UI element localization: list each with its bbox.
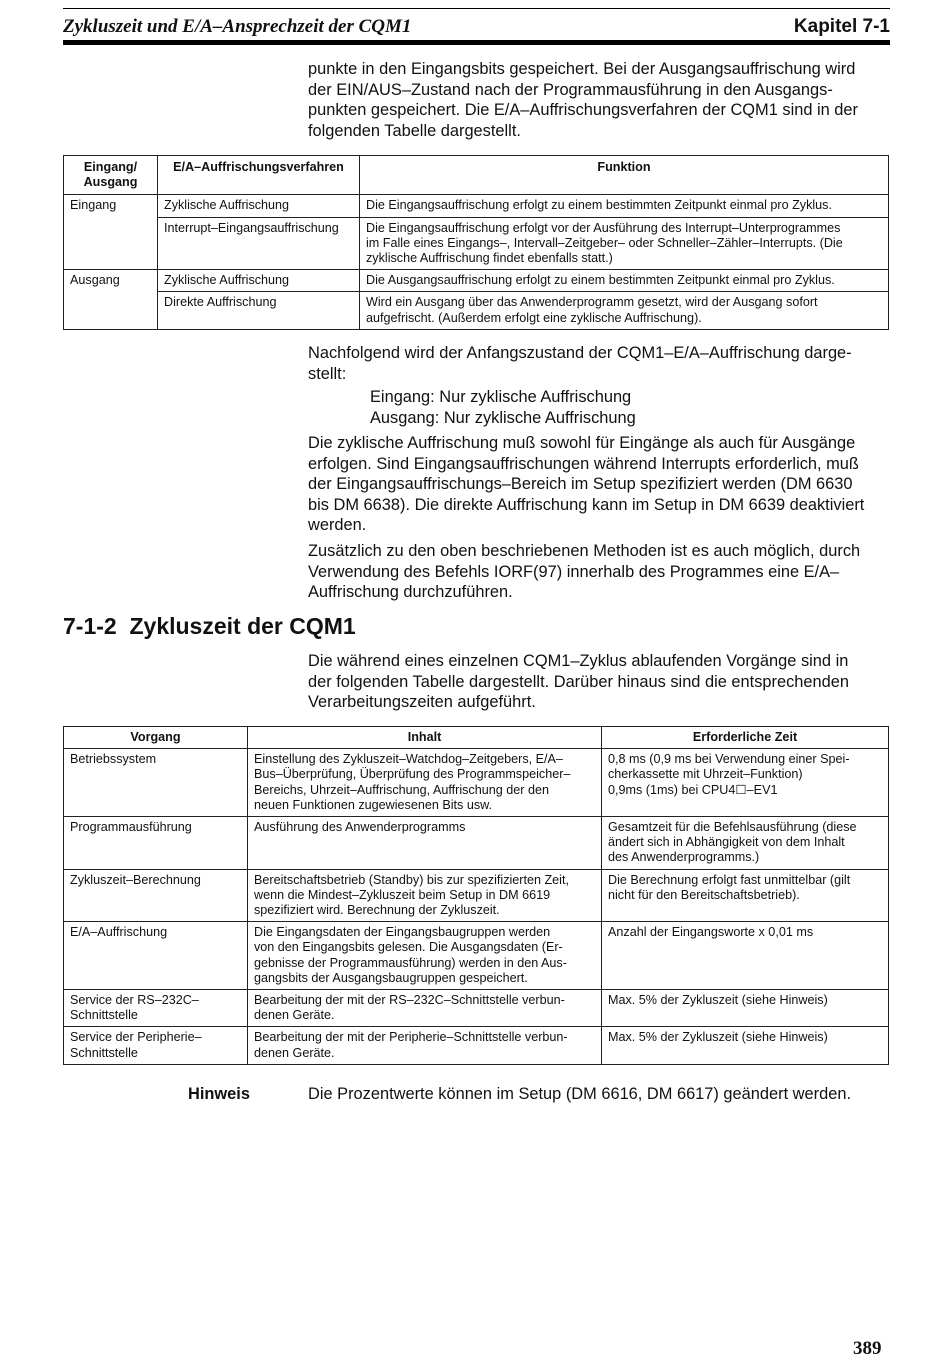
- cell-time: Anzahl der Eingangsworte x 0,01 ms: [602, 922, 889, 990]
- text-line: erfolgen. Sind Eingangsauffrischungen während Interrupts erforderlich, muß: [308, 454, 859, 473]
- cell-method: Direkte Auffrischung: [158, 292, 360, 329]
- cell-process: Zykluszeit–Berechnung: [64, 869, 248, 922]
- initial-state-paragraph: [308, 343, 890, 384]
- table-row: [64, 195, 889, 217]
- table-row: [64, 270, 889, 292]
- text-line: der Eingangsauffrischungs–Bereich im Setup spezifiziert werden (DM 6630: [308, 475, 853, 493]
- iorf-paragraph: [308, 541, 890, 603]
- col-header-time: Erforderliche Zeit: [602, 727, 889, 749]
- initial-state-list: [370, 387, 636, 428]
- cell-method: Zyklische Auffrischung: [158, 195, 360, 217]
- cell-content: Einstellung des Zykluszeit–Watchdog–Zeitgebers, E/A– Bus–Überprüfung, Überprüfung des Programmspeicher– Bereichs, Uhrzeit–Auffrischung, Auffrischung der den neuen Funktionen zugewiesenen Bits usw.: [248, 749, 602, 817]
- cell-group: Ausgang: [64, 270, 158, 330]
- cell-group: Eingang: [64, 195, 158, 270]
- text-line: Die während eines einzelnen CQM1–Zyklus ablaufenden Vorgänge sind in: [308, 652, 849, 670]
- text-line: Verarbeitungszeiten aufgeführt.: [308, 693, 536, 711]
- cell-process: Service der RS–232C– Schnittstelle: [64, 990, 248, 1027]
- table-row: [64, 1027, 889, 1064]
- text-line: Die zyklische Auffrischung muß sowohl für Eingänge als auch für Ausgänge: [308, 434, 856, 452]
- text-line: Verwendung des Befehls IORF(97) innerhalb des Programmes eine E/A–: [308, 562, 840, 581]
- table-row: [64, 292, 889, 329]
- cell-content: Ausführung des Anwenderprogramms: [248, 817, 602, 870]
- section-heading: 7-1-2 Zykluszeit der CQM1: [63, 613, 356, 639]
- text-line: der folgenden Tabelle dargestellt. Darüber hinaus sind die entsprechenden: [308, 672, 849, 691]
- cell-process: E/A–Auffrischung: [64, 922, 248, 990]
- text-line: Nachfolgend wird der Anfangszustand der CQM1–E/A–Auffrischung darge-: [308, 344, 852, 362]
- cycle-intro-paragraph: [308, 651, 890, 713]
- text-line: Auffrischung durchzuführen.: [308, 583, 513, 601]
- table-row: [64, 217, 889, 270]
- cell-content: Die Eingangsdaten der Eingangsbaugruppen werden von den Eingangsbits gelesen. Die Ausgangsdaten (Er- gebnisse der Programmausführung) werden in den Aus- gangsbits der Ausgangsbaugruppen gespeichert.: [248, 922, 602, 990]
- cell-process: Service der Peripherie– Schnittstelle: [64, 1027, 248, 1064]
- cell-content: Bereitschaftsbetrieb (Standby) bis zur spezifizierten Zeit, wenn die Mindest–Zykluszeit beim Setup in DM 6619 spezifiziert wird. Berechnung der Zykluszeit.: [248, 869, 602, 922]
- table-row: [64, 869, 889, 922]
- header-rule-bottom: [63, 40, 890, 45]
- text-line: punkte in den Eingangsbits gespeichert. Bei der Ausgangsauffrischung wird: [308, 60, 856, 78]
- cell-function: Die Eingangsauffrischung erfolgt zu einem bestimmten Zeitpunkt einmal pro Zyklus.: [360, 195, 889, 217]
- header-title: Zykluszeit und E/A–Ansprechzeit der CQM1: [63, 16, 412, 37]
- text-line: stellt:: [308, 364, 347, 383]
- cycle-time-table: [63, 726, 889, 1065]
- table-row: [64, 990, 889, 1027]
- text-line: bis DM 6638). Die direkte Auffrischung kann im Setup in DM 6639 deaktiviert: [308, 495, 865, 514]
- col-header-content: Inhalt: [248, 727, 602, 749]
- cell-time: 0,8 ms (0,9 ms bei Verwendung einer Spei- cherkassette mit Uhrzeit–Funktion) 0,9ms (1ms) bei CPU4☐–EV1: [602, 749, 889, 817]
- list-item: Eingang: Nur zyklische Auffrischung: [370, 388, 632, 406]
- cell-process: Programmausführung: [64, 817, 248, 870]
- cyclic-refresh-paragraph: [308, 433, 890, 536]
- text-line: werden.: [308, 516, 367, 534]
- refresh-methods-table: [63, 155, 889, 330]
- cell-function: Die Eingangsauffrischung erfolgt vor der Ausführung des Interrupt–Unterprogrammes im Falle eines Eingangs–, Intervall–Zeitgeber– oder Schneller–Zähler–Interrupts. (Die zyklische Auffrischung findet ebenfalls statt.): [360, 217, 889, 270]
- col-header-method: E/A–Auffrischungsverfahren: [158, 156, 360, 195]
- cell-time: Die Berechnung erfolgt fast unmittelbar (gilt nicht für den Bereitschaftsbetrieb).: [602, 869, 889, 922]
- text-line: der EIN/AUS–Zustand nach der Programmausführung in den Ausgangs-: [308, 80, 833, 99]
- text-line: Zusätzlich zu den oben beschriebenen Methoden ist es auch möglich, durch: [308, 542, 861, 560]
- cell-function: Wird ein Ausgang über das Anwenderprogramm gesetzt, wird der Ausgang sofort aufgefrischt. (Außerdem erfolgt eine zyklische Auffrischung).: [360, 292, 889, 329]
- header-chapter: Kapitel 7-1: [793, 16, 890, 37]
- cell-function: Die Ausgangsauffrischung erfolgt zu einem bestimmten Zeitpunkt einmal pro Zyklus.: [360, 270, 889, 292]
- page-number: 389: [853, 1338, 882, 1359]
- page-header: [63, 8, 890, 36]
- table-row: [64, 817, 889, 870]
- table-row: [64, 922, 889, 990]
- text-line: folgenden Tabelle dargestellt.: [308, 121, 521, 140]
- col-header-io: Eingang/ Ausgang: [64, 156, 158, 195]
- cell-content: Bearbeitung der mit der RS–232C–Schnittstelle verbun- denen Geräte.: [248, 990, 602, 1027]
- cell-time: Max. 5% der Zykluszeit (siehe Hinweis): [602, 990, 889, 1027]
- cell-process: Betriebssystem: [64, 749, 248, 817]
- table-header-row: [64, 156, 889, 195]
- table-row: [64, 749, 889, 817]
- cell-method: Interrupt–Eingangsauffrischung: [158, 217, 360, 270]
- cell-time: Gesamtzeit für die Befehlsausführung (diese ändert sich in Abhängigkeit von dem Inhalt des Anwenderprogramms.): [602, 817, 889, 870]
- intro-paragraph: [308, 59, 890, 141]
- cell-content: Bearbeitung der mit der Peripherie–Schnittstelle verbun- denen Geräte.: [248, 1027, 602, 1064]
- header-rule-top: [63, 8, 890, 9]
- col-header-process: Vorgang: [64, 727, 248, 749]
- cell-time: Max. 5% der Zykluszeit (siehe Hinweis): [602, 1027, 889, 1064]
- col-header-function: Funktion: [360, 156, 889, 195]
- table-header-row: [64, 727, 889, 749]
- note-label: Hinweis: [188, 1085, 250, 1103]
- list-item: Ausgang: Nur zyklische Auffrischung: [370, 408, 636, 427]
- cell-method: Zyklische Auffrischung: [158, 270, 360, 292]
- text-line: punkten gespeichert. Die E/A–Auffrischungsverfahren der CQM1 sind in der: [308, 101, 858, 119]
- note-text: Die Prozentwerte können im Setup (DM 6616, DM 6617) geändert werden.: [308, 1085, 851, 1103]
